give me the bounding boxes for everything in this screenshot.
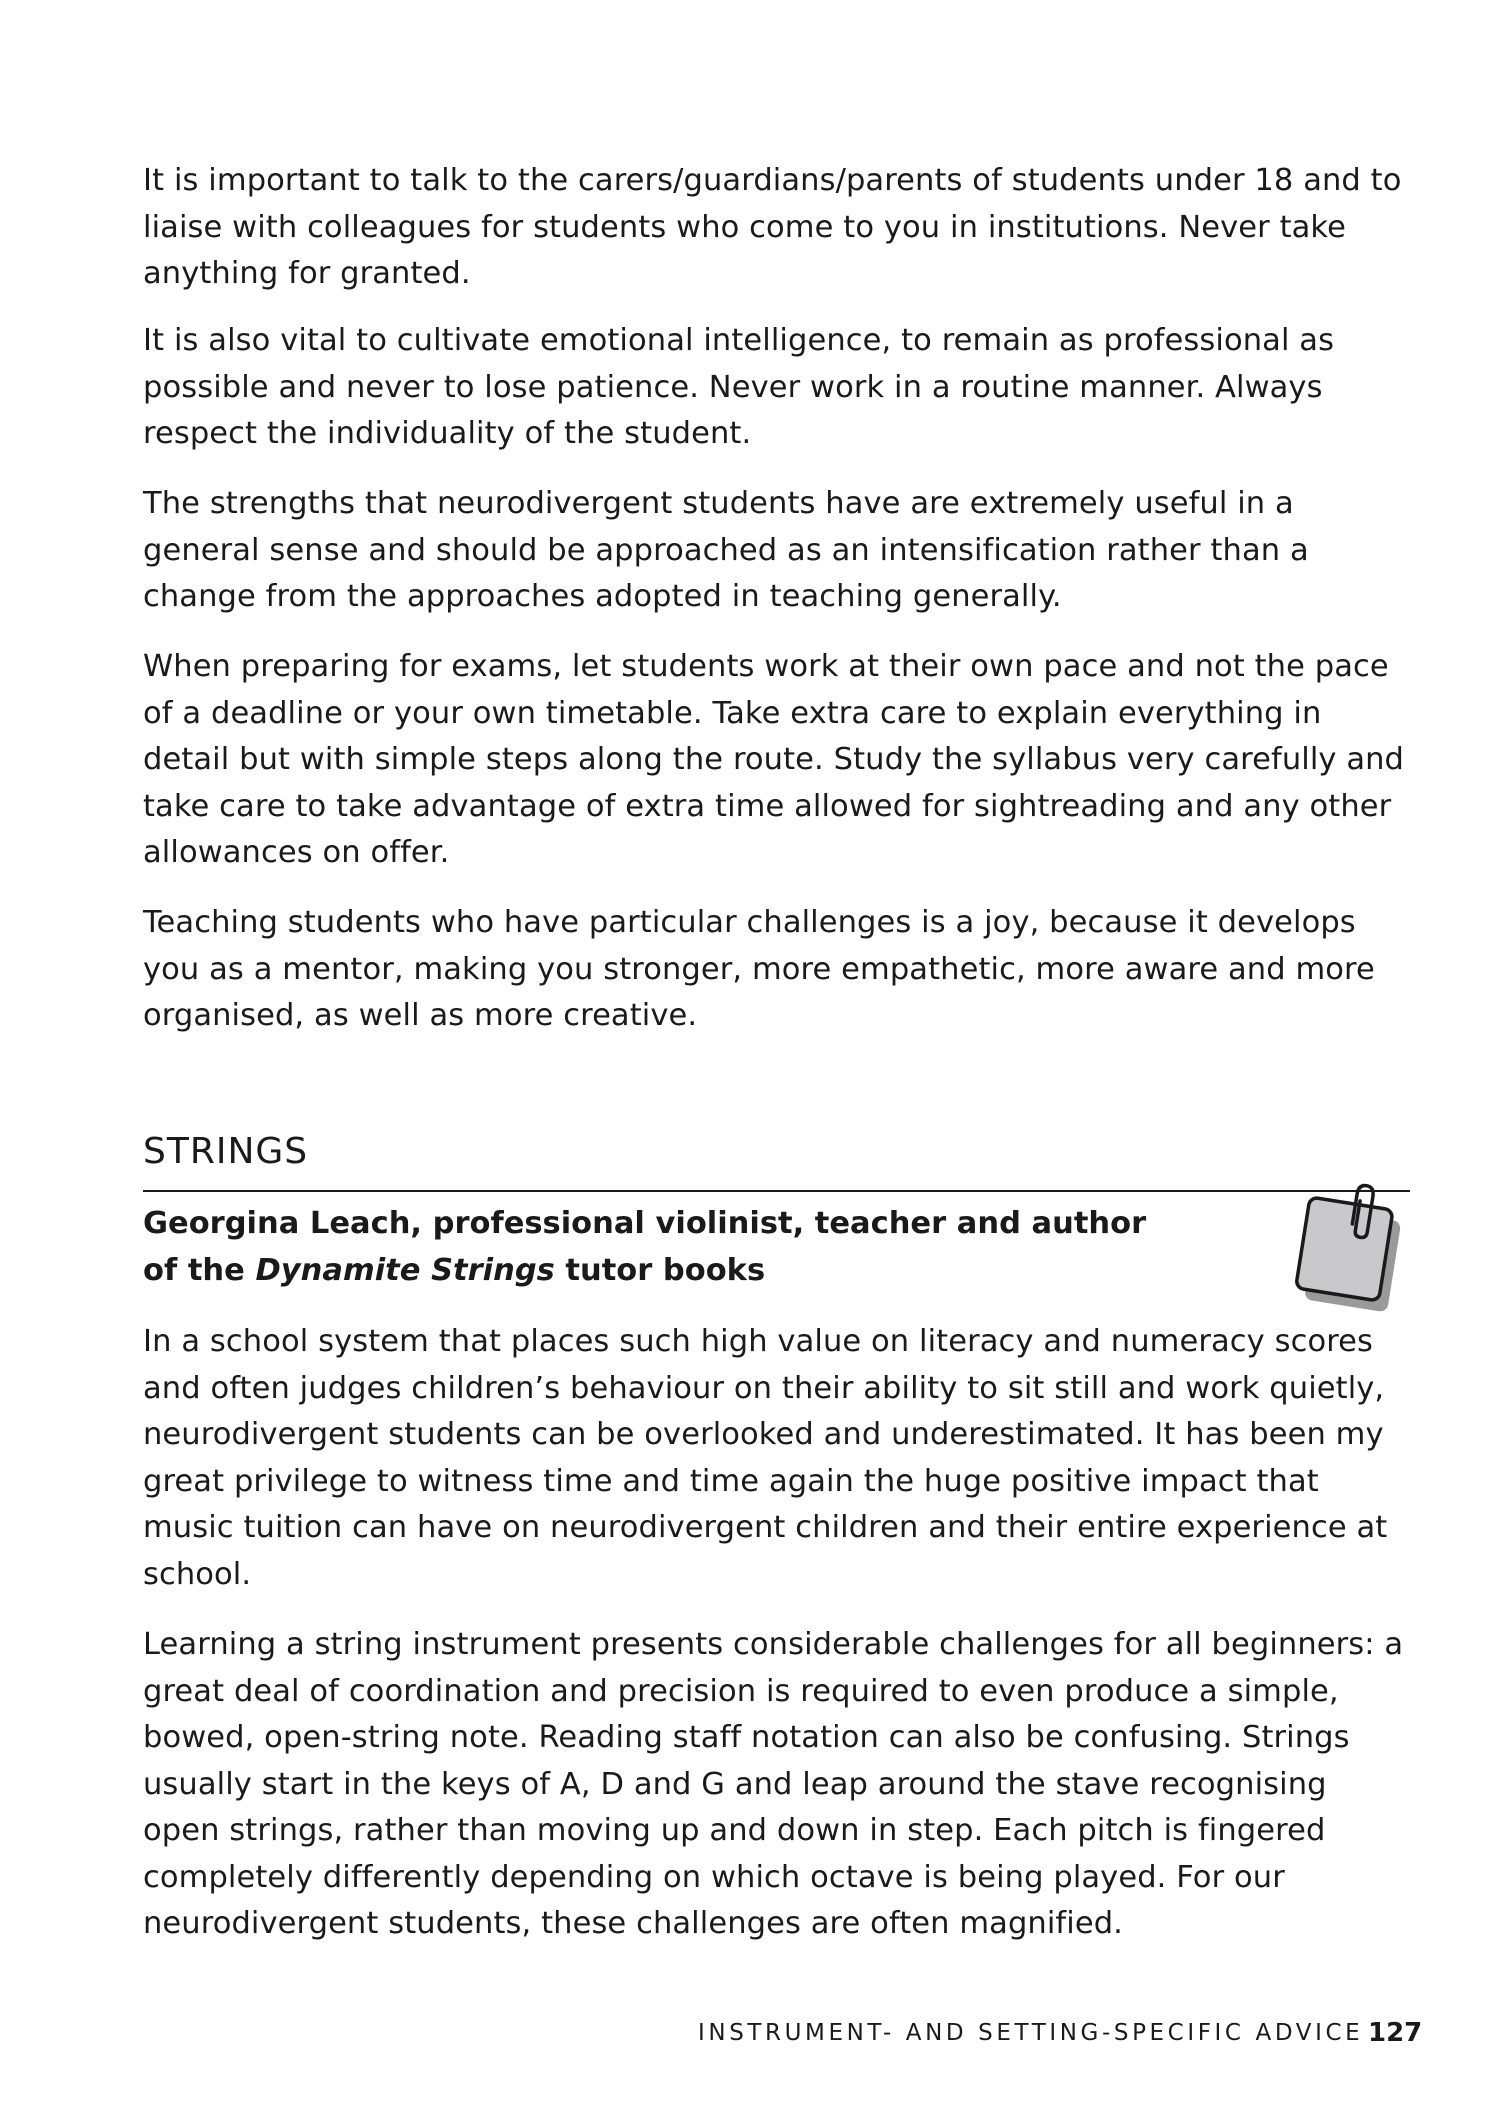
section-divider <box>143 1190 1410 1192</box>
paragraph-school-system: In a school system that places such high value on literacy and numeracy scores and often judges children’s behaviour on their ability to sit still and work quietly, neurodivergent students can be overlooked and underestimated. It has been my great privilege to witness time and time again the huge positive impact that music tuition can have on neurodivergent children and their entire experience at school. <box>143 1324 1388 1592</box>
paragraph-emotional-intelligence: It is also vital to cultivate emotional intelligence, to remain as professional as possible and never to lose patience. Never work in a routine manner. Always respect the individuality of the student. <box>143 323 1335 451</box>
paragraph-joy: Teaching students who have particular challenges is a joy, because it develops you as a mentor, making you stronger, more empathetic, more aware and more organised, as well as more creative. <box>143 905 1375 1033</box>
byline-suffix: tutor books <box>554 1252 766 1288</box>
paragraph-talk-to-carers: It is important to talk to the carers/guardians/parents of students under 18 and to liaise with colleagues for students who come to you in institutions. Never take anything for granted. <box>143 163 1402 291</box>
page-number: 127 <box>1368 2018 1423 2048</box>
byline-line-1: Georgina Leach, professional violinist, teacher and author <box>143 1206 1147 1241</box>
paperclip-note-icon <box>1285 1178 1415 1323</box>
contributor-byline <box>143 1201 1243 1294</box>
byline-prefix: of the <box>143 1252 256 1288</box>
paragraph-string-instrument: Learning a string instrument presents considerable challenges for all beginners: a great deal of coordination and precision is required to even produce a simple, bowed, open-string note. Reading staff notation can also be confusing. Strings usually start in the keys of A, D and G and leap around the stave recognising open strings, rather than moving up and down in step. Each pitch is fingered completely differently depending on which octave is being played. For our neurodivergent students, these challenges are often magnified. <box>143 1627 1404 1941</box>
book-title: Dynamite Strings <box>255 1252 555 1288</box>
running-footer: INSTRUMENT- AND SETTING-SPECIFIC ADVICE <box>698 2020 1364 2046</box>
paragraph-strengths: The strengths that neurodivergent students have are extremely useful in a general sense and should be approached as an intensification rather than a change from the approaches adopted in teaching generally. <box>143 486 1309 614</box>
paragraph-exams: When preparing for exams, let students work at their own pace and not the pace of a deadline or your own timetable. Take extra care to explain everything in detail but with simple steps along the route. Study the syllabus very carefully and take care to take advantage of extra time allowed for sightreading and any other allowances on offer. <box>143 649 1405 870</box>
section-heading: STRINGS <box>143 1131 309 1172</box>
